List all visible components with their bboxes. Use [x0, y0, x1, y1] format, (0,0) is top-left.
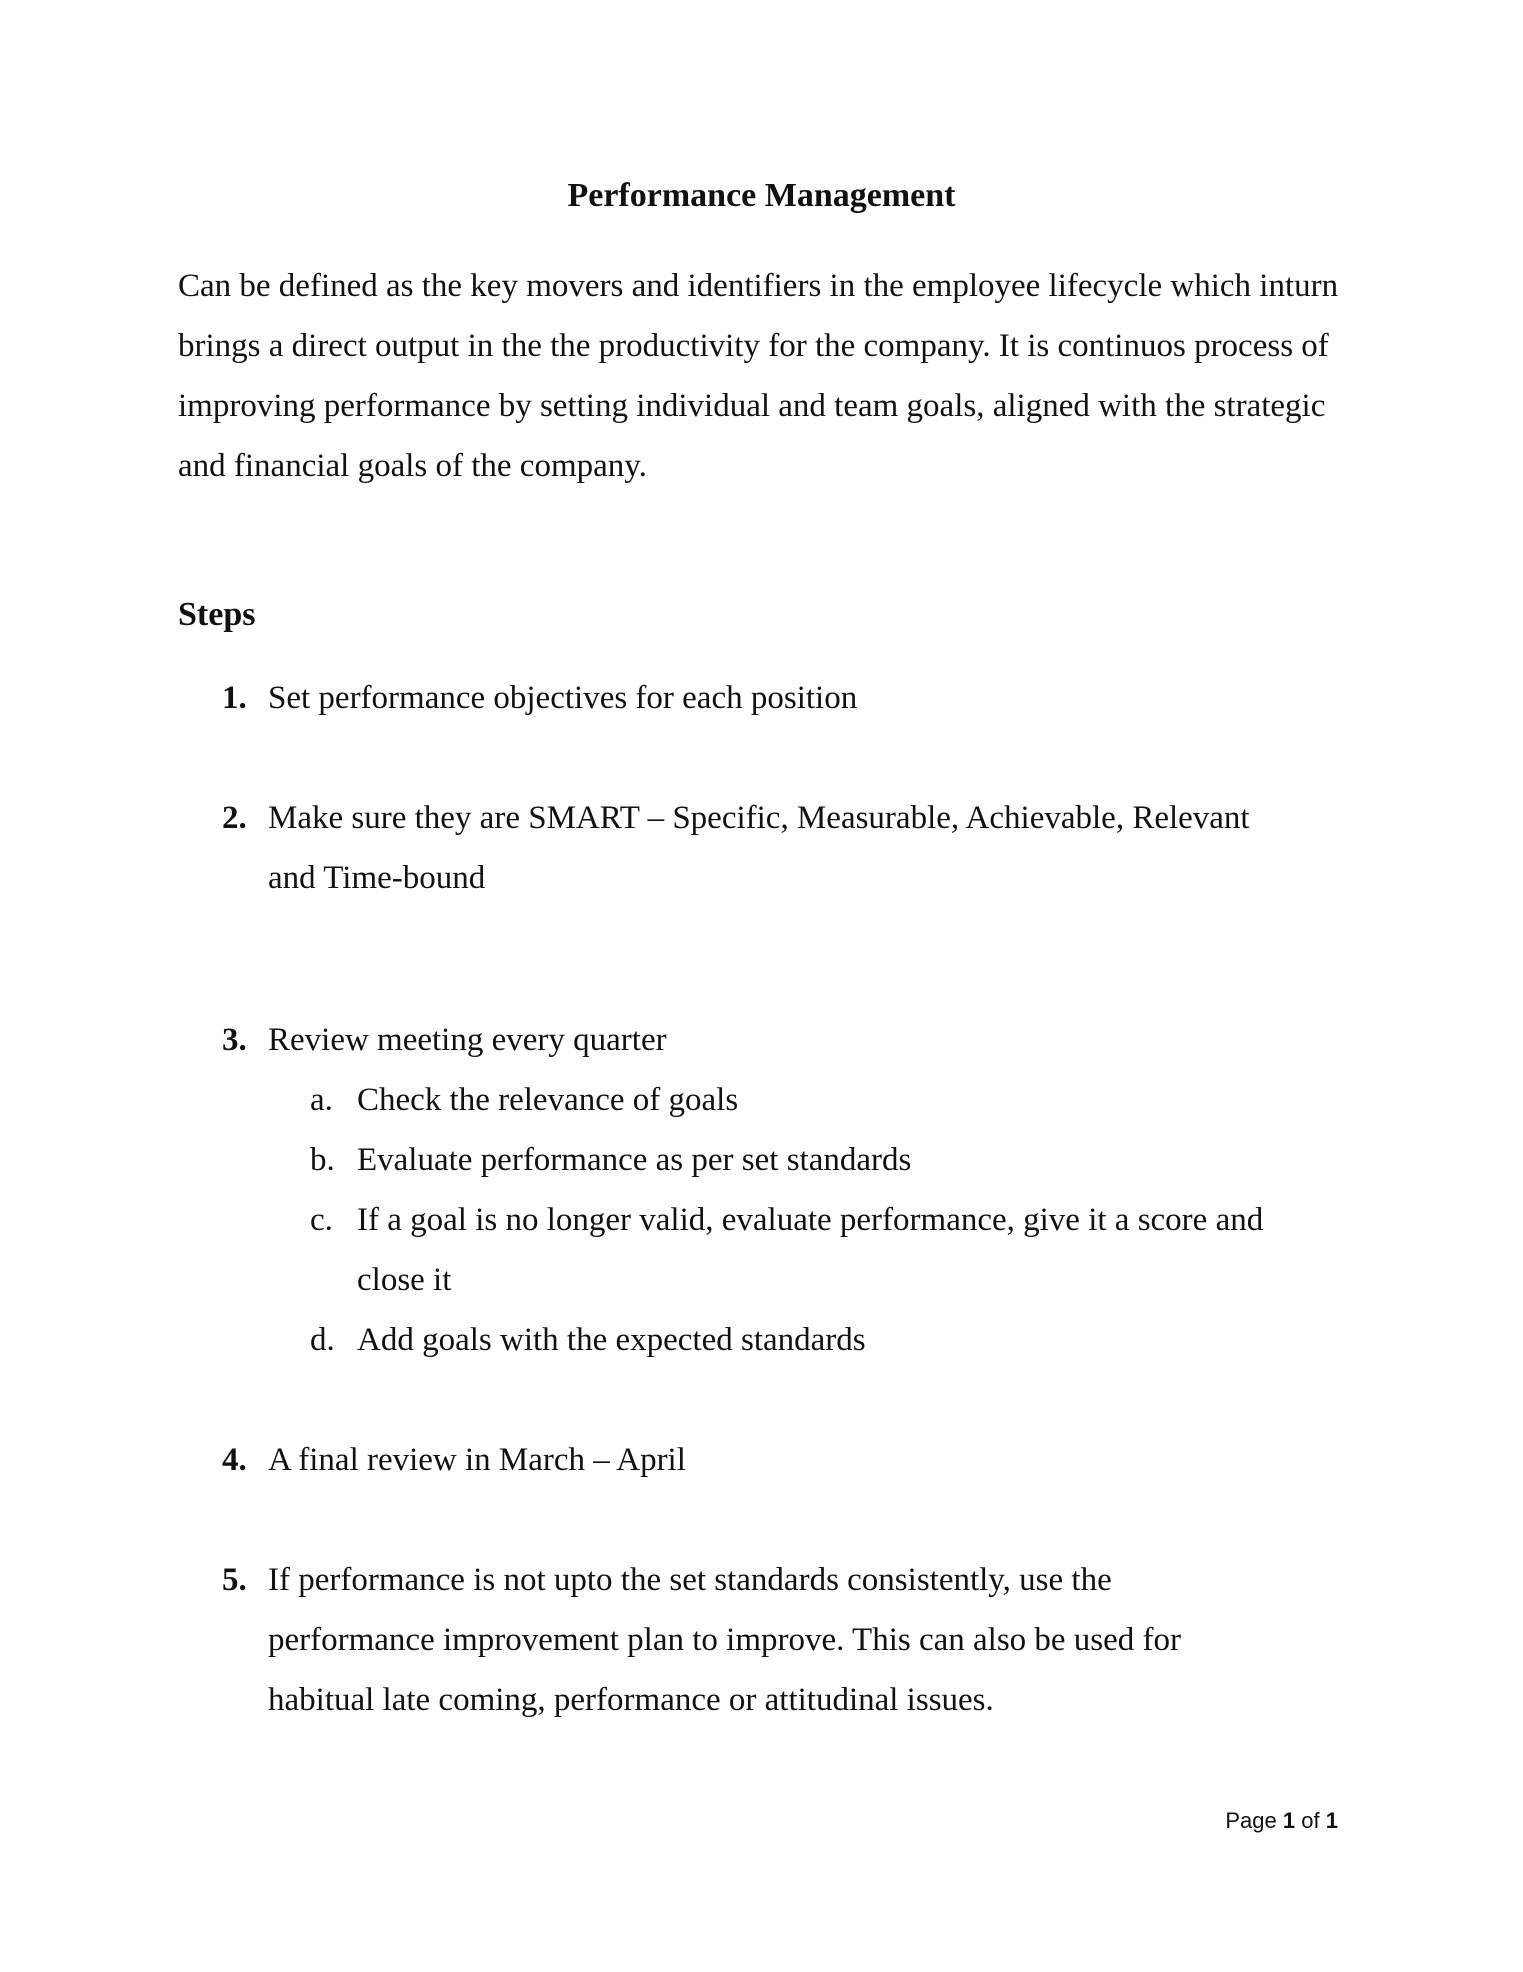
step-item	[178, 668, 1298, 728]
substep-text: Evaluate performance as per set standards	[357, 1142, 912, 1178]
step-number: 4.	[222, 1442, 247, 1478]
substep-item	[178, 1310, 1358, 1370]
substep-text: Add goals with the expected standards	[357, 1322, 866, 1358]
substep-letter: b.	[310, 1142, 335, 1178]
step-number: 5.	[222, 1562, 247, 1598]
step-number: 1.	[222, 680, 247, 716]
step-number: 3.	[222, 1022, 247, 1058]
substep-item	[178, 1190, 1328, 1310]
step-text: If performance is not upto the set standards consistently, use the performance improvement plan to improve. This can also be used for habitual late coming, performance or attitudinal issues.	[268, 1562, 1182, 1718]
of-word: of	[1301, 1808, 1320, 1833]
substep-letter: a.	[310, 1082, 333, 1118]
substep-item	[178, 1130, 1358, 1190]
step-number: 2.	[222, 800, 247, 836]
page-number-footer	[1225, 1807, 1338, 1835]
step-item	[178, 788, 1298, 908]
step-item	[178, 1430, 1358, 1490]
total-pages: 1	[1325, 1808, 1338, 1833]
step-text: Make sure they are SMART – Specific, Measurable, Achievable, Relevant and Time-bound	[268, 800, 1250, 896]
step-text: A final review in March – April	[268, 1442, 686, 1478]
page-title: Performance Management	[567, 177, 956, 214]
substep-text: Check the relevance of goals	[357, 1082, 739, 1118]
substep-letter: d.	[310, 1322, 335, 1358]
steps-heading: Steps	[178, 596, 256, 633]
substep-letter: c.	[310, 1202, 333, 1238]
substep-item	[178, 1070, 1358, 1130]
intro-paragraph: Can be defined as the key movers and identifiers in the employee lifecycle which inturn brings a direct output in the the productivity for the company. It is continuos process of improving performance by setting individual and team goals, aligned with the strategic and financial goals of the company.	[178, 268, 1339, 484]
step-item	[178, 1010, 1358, 1070]
substep-text: If a goal is no longer valid, evaluate performance, give it a score and close it	[357, 1202, 1264, 1298]
step-text: Review meeting every quarter	[268, 1022, 667, 1058]
step-item	[178, 1550, 1238, 1730]
current-page: 1	[1282, 1808, 1296, 1833]
step-text: Set performance objectives for each position	[268, 680, 858, 716]
page-word: Page	[1225, 1808, 1277, 1833]
